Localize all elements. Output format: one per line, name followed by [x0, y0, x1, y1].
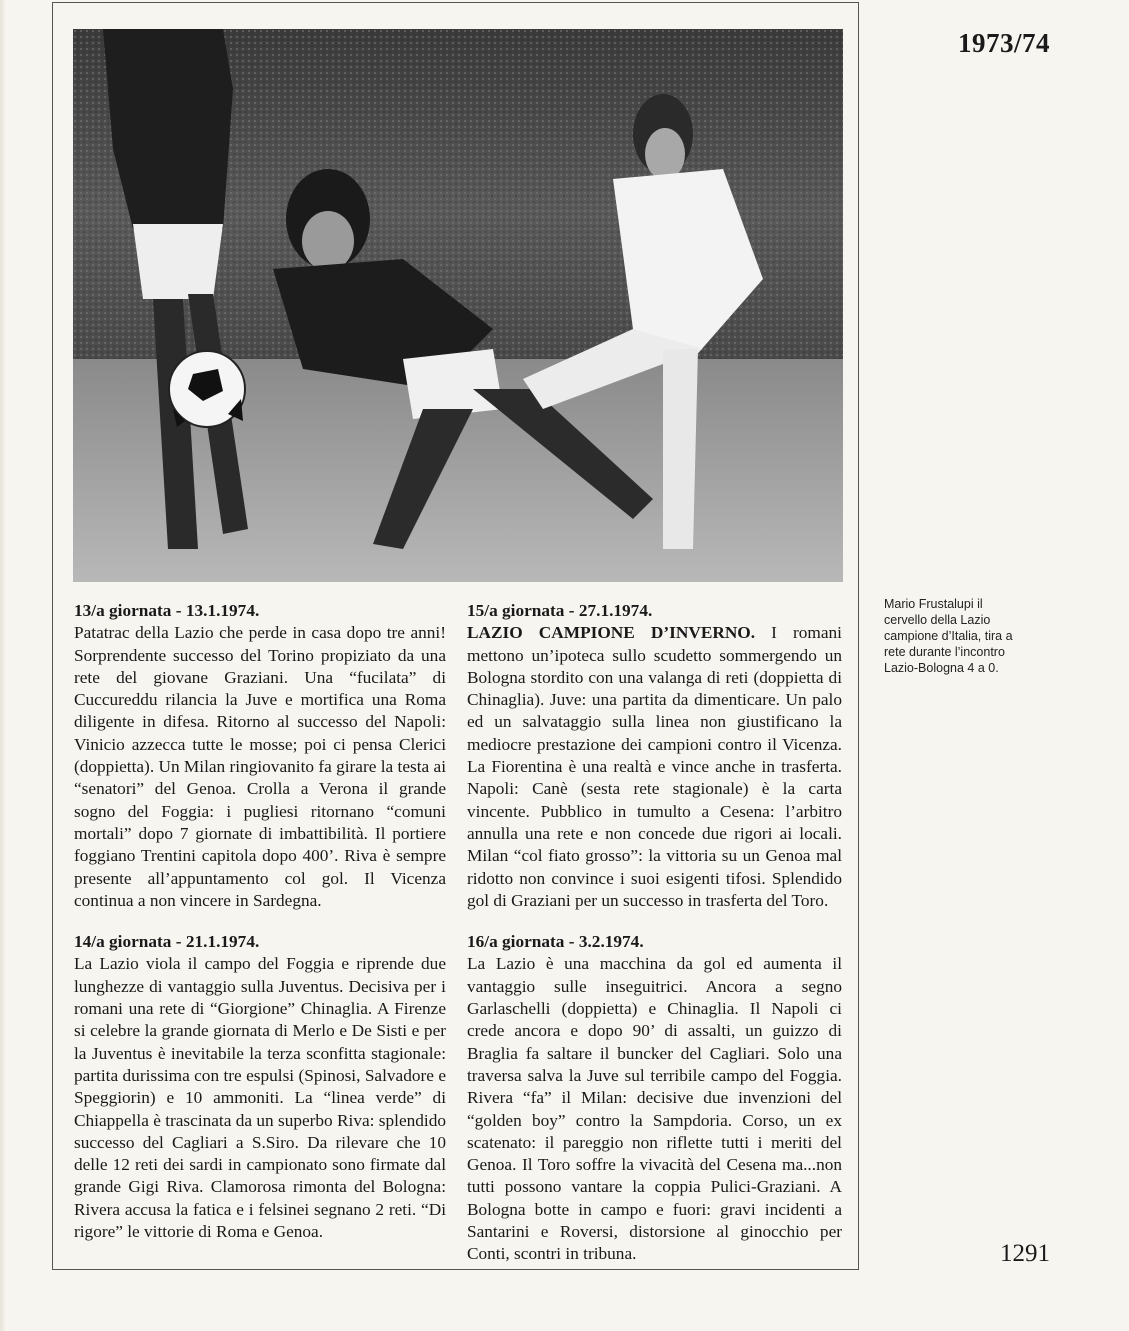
scan-edge	[0, 0, 6, 1331]
article-body: La Lazio viola il campo del Foggia e riprende due lunghezze di vantaggio sulla Juventus. Decisiva per i romani una rete di “Giorgione” Chinaglia. A Firenze si celebre la grande giornata di Merlo e De Sisti e per la Juventus è inevitabile la terza sconfitta stagionale: partita durissima con tre espulsi (Spinosi, Salvadore e Speggiorin) e 10 ammoniti. La “linea verde” di Chiappella è trascinata da un superbo Riva: splendido successo del Cagliari a S.Siro. Da rilevare che 10 delle 12 reti dei sardi in campionato sono firmate dal grande Gigi Riva. Clamorosa rimonta del Bologna: Rivera accusa la fatica e i felsinei segnano 2 reti. “Di rigore” le vittorie di Roma e Genoa.	[74, 954, 446, 1242]
right-column	[467, 600, 842, 1285]
article-lead: LAZIO CAMPIONE D’INVERNO.	[467, 623, 756, 643]
caption-line: Mario Frustalupi il	[884, 597, 983, 611]
caption-line: Lazio-Bologna 4 a 0.	[884, 661, 999, 675]
caption-line: cervello della Lazio	[884, 613, 991, 627]
article-heading: 13/a giornata - 13.1.1974.	[74, 601, 260, 620]
article-body: La Lazio è una macchina da gol ed aumenta il vantaggio sulle inseguitrici. Ancora a segno Garlaschelli (doppietta) e Chinaglia. Il Napoli ci crede ancora e dopo 90’ di assalti, un guizzo di Braglia fa saltare il buncker del Cagliari. Solo una traversa salva la Juve sul terribile campo del Foggia. Rivera “fa” il Milan: decisive due invenzioni del “golden boy” contro la Sampdoria. Corso, un ex scatenato: il pareggio non riflette tutti i meriti del Genoa. Il Toro soffre la vivacità del Cesena ma...non tutti possono vantare la coppia Pulici-Graziani. A Bologna botte in campo e fuori: gravi incidenti a Santarini e Roversi, distorsione al ginocchio per Conti, scontri in tribuna.	[467, 954, 842, 1264]
article-13	[74, 600, 446, 912]
article-heading: 15/a giornata - 27.1.1974.	[467, 601, 653, 620]
caption-line: rete durante l’incontro	[884, 645, 1005, 659]
photo-caption	[884, 596, 1084, 676]
left-column	[74, 600, 446, 1262]
season-label: 1973/74	[958, 28, 1051, 58]
article-15	[467, 600, 842, 912]
article-body: Patatrac della Lazio che perde in casa dopo tre anni! Sorprendente successo del Torino propiziato da una rete del giovane Graziani. Una “fucilata” di Cuccureddu rilancia la Juve e mortifica una Roma diligente in difesa. Ritorno al successo del Napoli: Vinicio azzecca tutte le mosse; poi ci pensa Clerici (doppietta). Un Milan ringiovanito fa girare la testa ai “senatori” del Genoa. Crolla a Verona il grande sogno del Foggia: i pugliesi ritornano “comuni mortali” dopo 7 giornate di imbattibilità. Il portiere foggiano Trentini capitola dopo 400’. Riva è sempre presente all’appuntamento col gol. Il Vicenza continua a non vincere in Sardegna.	[74, 623, 446, 910]
article-heading: 16/a giornata - 3.2.1974.	[467, 932, 644, 952]
page-number: 1291	[1000, 1240, 1050, 1267]
caption-line: campione d’Italia, tira a	[884, 629, 1013, 643]
article-body: I romani mettono un’ipoteca sullo scudetto sommergendo un Bologna stordito con una valanga di reti (doppietta di Chinaglia). Juve: una partita da dimenticare. Un palo ed un salvataggio sulla linea non giustificano la mediocre prestazione dei campioni contro il Vicenza. La Fiorentina è una realtà e vince anche in trasferta. Napoli: Canè (sesta rete stagionale) è la carta vincente. Pubblico in tumulto a Cesena: l’arbitro annulla una rete e non concede due rigori ai locali. Milan “col fiato grosso”: la vittoria su un Genoa mal ridotto non convince i suoi esigenti tifosi. Splendido gol di Graziani per un successo in trasferta del Toro.	[467, 623, 842, 910]
match-photo	[73, 29, 843, 582]
article-14	[74, 931, 446, 1243]
match-photo-drawing	[73, 29, 843, 582]
article-16	[467, 931, 842, 1265]
article-heading: 14/a giornata - 21.1.1974.	[74, 932, 260, 952]
